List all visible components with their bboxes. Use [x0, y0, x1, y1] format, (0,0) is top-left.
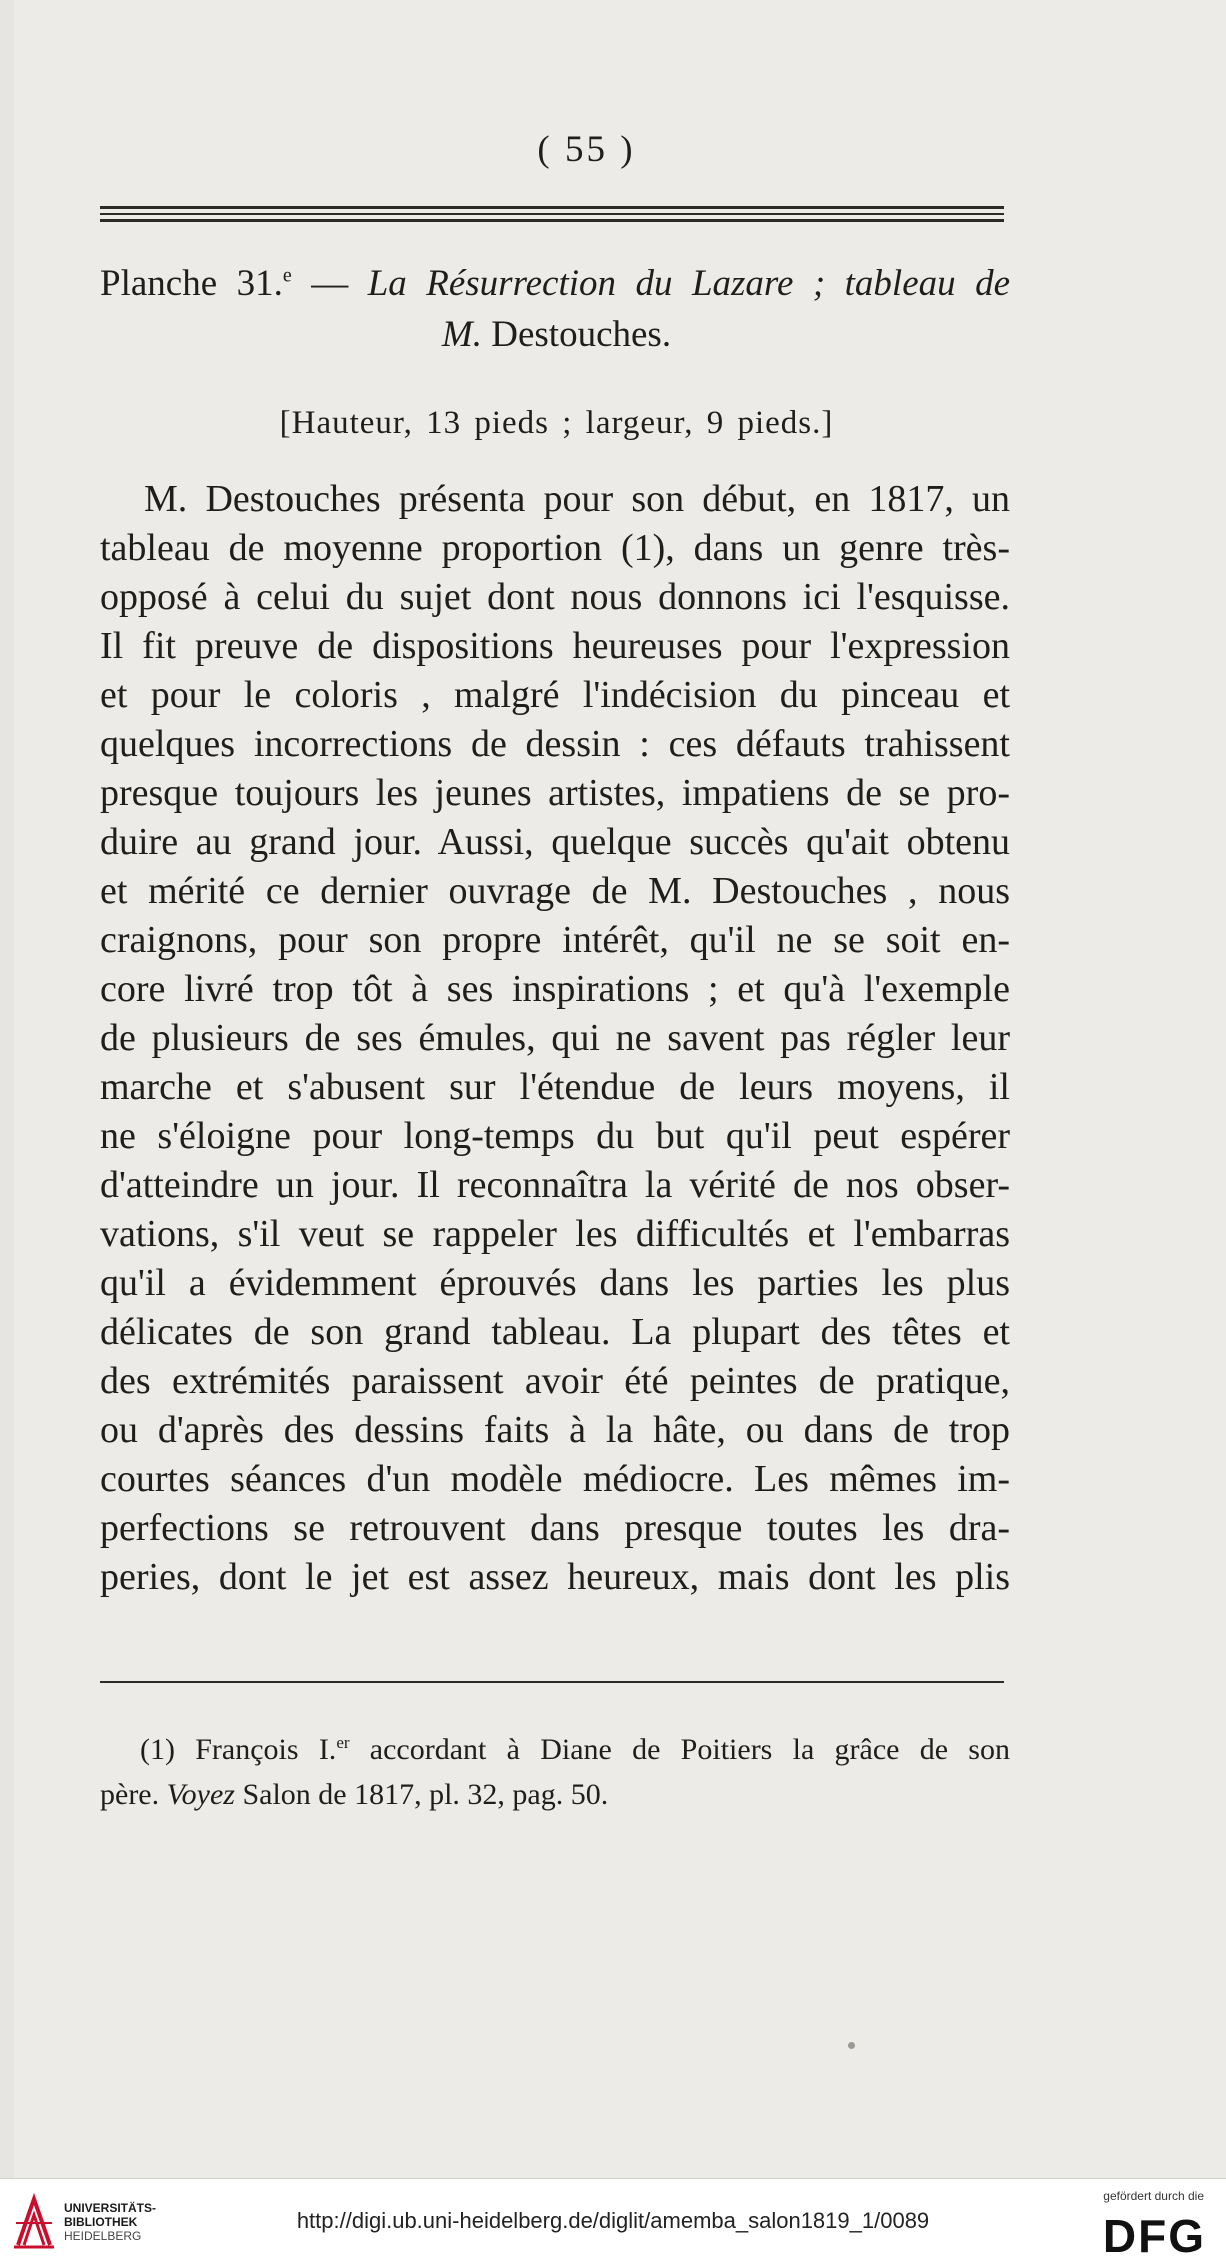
body-text — [100, 475, 1010, 1602]
footnote-text-b: accordant à Diane de Poitiers la grâce de son — [349, 1733, 1010, 1766]
library-line-2: BIBLIOTHEK — [64, 2215, 138, 2229]
plate-number: Planche 31. — [100, 263, 283, 304]
painter-prefix: M. — [441, 314, 482, 355]
footnote-text-a: (1) François I. — [140, 1733, 337, 1766]
footnote-line-2 — [100, 1772, 1010, 1817]
body-line: d'atteindre un jour. Il reconnaîtra la vérité de nos obser- — [100, 1164, 1010, 1206]
body-line: Il fit preuve de dispositions heureuses pour l'expression — [100, 625, 1010, 667]
viewer-footer — [0, 2178, 1226, 2264]
permalink[interactable]: http://digi.ub.uni-heidelberg.de/diglit/amemba_salon1819_1/0089 — [296, 2208, 930, 2233]
painter-surname: Destouches. — [482, 314, 672, 355]
body-line: qu'il a évidemment éprouvés dans les parties les plus — [100, 1262, 1010, 1304]
plate-number-sup: e — [282, 264, 292, 287]
body-line: opposé à celui du sujet dont nous donnons ici l'esquisse. — [100, 576, 1010, 618]
library-line-3: HEIDELBERG — [64, 2229, 142, 2243]
body-line: de plusieurs de ses émules, qui ne savent pas régler leur — [100, 1017, 1010, 1059]
body-line: presque toujours les jeunes artistes, impatiens de se pro- — [100, 772, 1010, 814]
paper-speck — [848, 2042, 855, 2049]
body-line: délicates de son grand tableau. La plupart des têtes et — [100, 1311, 1010, 1353]
body-line: des extrémités paraissent avoir été peintes de pratique, — [100, 1360, 1010, 1402]
body-line: peries, dont le jet est assez heureux, mais dont les plis — [100, 1556, 1010, 1598]
scanned-page — [14, 0, 1226, 2178]
body-line: marche et s'abusent sur l'étendue de leurs moyens, il — [100, 1066, 1010, 1108]
painter-name — [14, 313, 1099, 356]
plate-title — [100, 262, 1010, 305]
body-line: ou d'après des dessins faits à la hâte, ou dans de trop — [100, 1409, 1010, 1451]
body-line: et mérité ce dernier ouvrage de M. Destouches , nous — [100, 870, 1010, 912]
footnote-voyez: Voyez — [166, 1778, 235, 1811]
footnote-text-c: père. — [100, 1778, 167, 1811]
body-line: perfections se retrouvent dans presque toutes les dra- — [100, 1507, 1010, 1549]
footnote — [100, 1720, 1010, 1817]
body-line: courtes séances d'un modèle médiocre. Les mêmes im- — [100, 1458, 1010, 1500]
funding-label: gefördert durch die — [1103, 2189, 1204, 2203]
body-line: duire au grand jour. Aussi, quelque succès qu'ait obtenu — [100, 821, 1010, 863]
body-line: quelques incorrections de dessin : ces défauts trahissent — [100, 723, 1010, 765]
library-line-1: UNIVERSITÄTS- — [64, 2201, 157, 2215]
body-line: et pour le coloris , malgré l'indécision du pinceau et — [100, 674, 1010, 716]
header-rule-bottom — [100, 219, 1004, 222]
header-rule-top — [100, 206, 1004, 209]
dfg-logo: DFG — [1102, 2210, 1206, 2262]
body-line: vations, s'il veut se rappeler les difficultés et l'embarras — [100, 1213, 1010, 1255]
header-rule-middle — [100, 213, 1004, 215]
painting-title: La Résurrection du Lazare ; tableau de — [367, 263, 1011, 304]
painting-dimensions: [Hauteur, 13 pieds ; largeur, 9 pieds.] — [279, 405, 834, 441]
footnote-text-d: Salon de 1817, pl. 32, pag. 50. — [234, 1778, 609, 1811]
footnote-rule — [100, 1681, 1004, 1683]
body-line: core livré trop tôt à ses inspirations ; et qu'à l'exemple — [100, 968, 1010, 1010]
body-line: tableau de moyenne proportion (1), dans un genre très- — [100, 527, 1010, 569]
title-dash: — — [291, 263, 368, 304]
footnote-sup: er — [336, 1733, 350, 1752]
body-line: ne s'éloigne pour long-temps du but qu'il peut espérer — [100, 1115, 1010, 1157]
body-line: M. Destouches présenta pour son début, en 1817, un — [144, 478, 1010, 520]
body-line: craignons, pour son propre intérêt, qu'il ne se soit en- — [100, 919, 1010, 961]
footnote-line-1 — [100, 1720, 1010, 1772]
page-number: ( 55 ) — [537, 129, 636, 170]
